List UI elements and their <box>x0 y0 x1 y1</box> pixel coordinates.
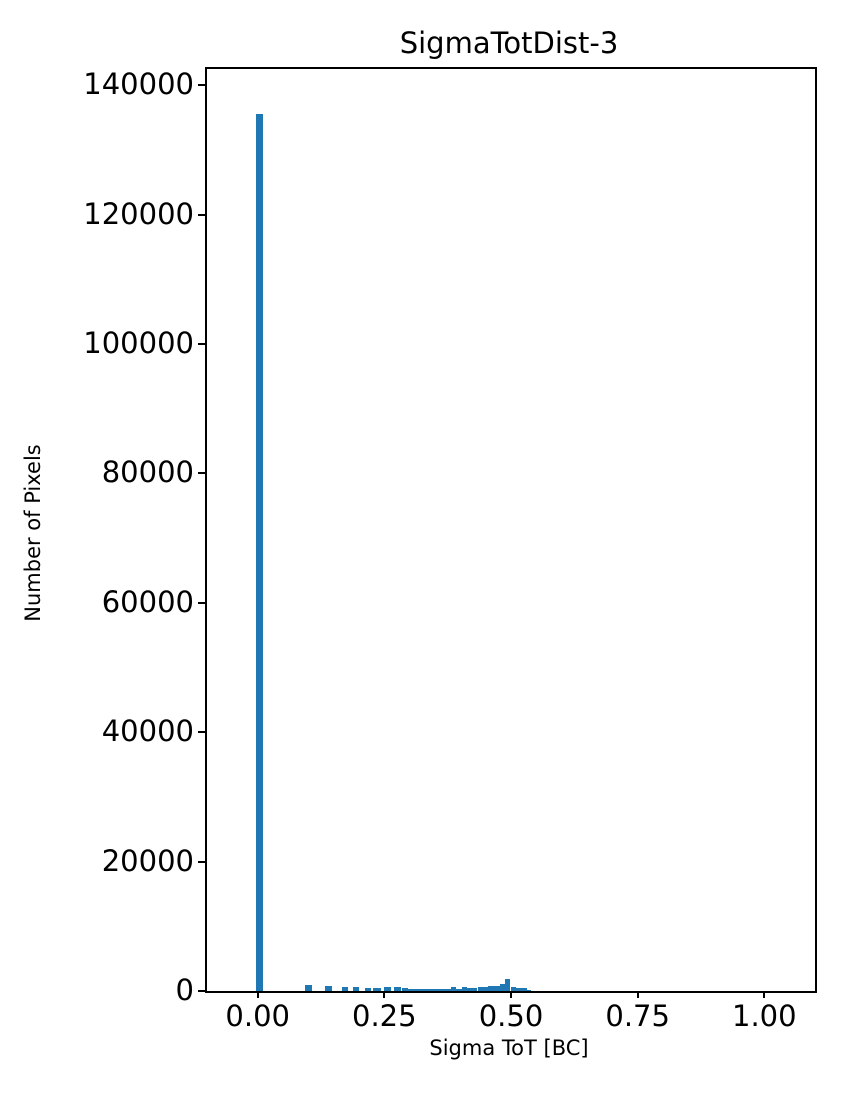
histogram-bar <box>384 987 391 991</box>
histogram-bar <box>353 987 359 991</box>
x-tick-label: 0.75 <box>605 999 670 1033</box>
plot-area <box>83 67 817 1033</box>
y-tick-label: 20000 <box>101 843 194 878</box>
y-tick <box>198 602 205 604</box>
x-tick-label: 0.50 <box>478 999 544 1033</box>
y-tick-label: 140000 <box>83 67 194 102</box>
x-tick <box>763 991 765 998</box>
histogram-bar <box>467 988 477 991</box>
x-tick <box>383 991 385 998</box>
x-tick-label: 0.00 <box>225 999 290 1033</box>
histogram-bar <box>373 988 381 991</box>
y-axis-label: Number of Pixels <box>21 444 45 622</box>
y-tick-label: 120000 <box>83 196 194 231</box>
x-axis-label: Sigma ToT [BC] <box>429 1036 589 1060</box>
y-tick <box>198 731 205 733</box>
y-tick-label: 100000 <box>83 326 194 360</box>
histogram-bar <box>394 987 401 991</box>
histogram-bar <box>408 989 451 991</box>
y-tick <box>198 84 205 86</box>
x-tick <box>637 991 639 998</box>
y-tick <box>198 472 205 474</box>
histogram-bar <box>488 986 501 991</box>
histogram-bar <box>365 988 371 991</box>
x-tick <box>257 991 259 998</box>
y-tick-label: 60000 <box>101 584 194 619</box>
histogram-bar <box>527 990 531 992</box>
y-tick <box>198 990 205 992</box>
y-tick <box>198 343 205 345</box>
histogram-bar <box>478 987 488 991</box>
y-tick-label: 40000 <box>101 714 194 749</box>
histogram-bar <box>256 114 263 991</box>
y-tick <box>198 861 205 863</box>
histogram-bar <box>325 986 332 991</box>
histogram-bar <box>305 985 312 991</box>
y-tick-label: 0 <box>175 973 194 1007</box>
x-tick <box>510 991 512 998</box>
chart-title: SigmaTotDist-3 <box>399 26 619 60</box>
histogram-bar <box>456 989 463 991</box>
x-tick-label: 0.25 <box>352 999 417 1033</box>
histogram-bar <box>516 988 527 991</box>
y-tick-label: 80000 <box>101 455 194 490</box>
y-tick <box>198 214 205 216</box>
histogram-bar <box>342 987 348 992</box>
x-tick-label: 1.00 <box>732 999 797 1033</box>
